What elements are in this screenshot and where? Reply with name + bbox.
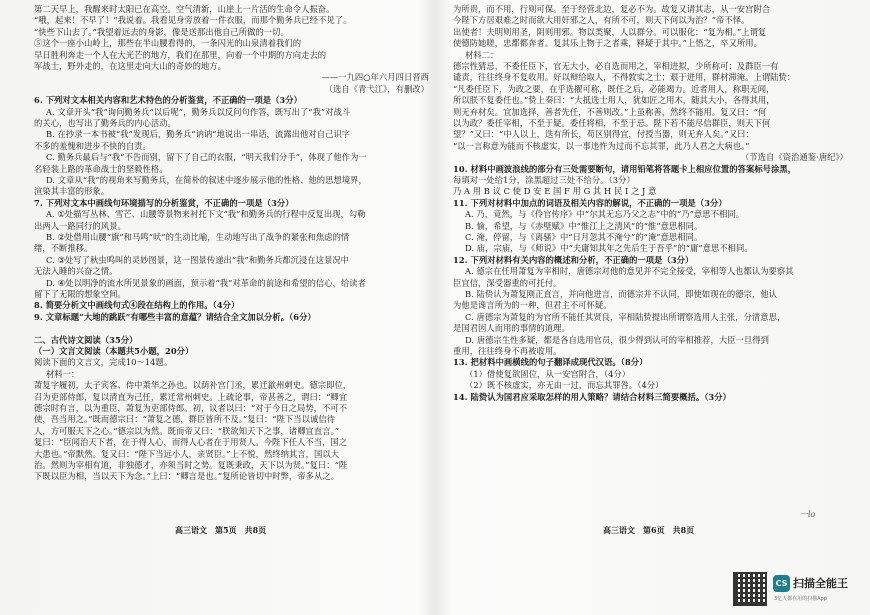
- text-line: 是国君因人而用的事情的道理。: [453, 323, 570, 334]
- text-line: （节选自《资治通鉴·唐纪》）: [740, 152, 848, 163]
- text-line: A. 德宗在任用萧复为宰相时，唐德宗对他的意见并不完全接受，宰相等人也都认为要察其: [465, 266, 794, 277]
- text-line: 出两人一路同行的风景。: [34, 220, 126, 231]
- text-line: 则无弃材矣。宜加选择，善者先任，不善则改。”上虽称善，然终不能用。复又曰：“何: [453, 106, 767, 117]
- text-line: 召为吏部侍郎，复以清直为己任，累迁常州刺史。上疏论事，帝甚善之，谓曰：“卿宜: [34, 391, 348, 402]
- text-line: 人，方可服天下之心。”德宗以为然。既而帝又曰：“朕欲知天下之事，诸卿宜直言。”: [34, 425, 340, 436]
- text-line: 8. 简要分析文中画线句式④段在结构上的作用。（4分）: [34, 300, 240, 311]
- text-line: 萧复字履初，太子宾客、侍中萧华之孙也。以荫补宫门丞，累迁歙州刺史。德宗即位，: [34, 380, 352, 391]
- text-line: B. 陆贽认为萧复刚正直言，并向他进言，而德宗并不认同，即使如现在的德宗，他认: [465, 289, 778, 299]
- text-line: 治。然则为宰相有道，非独德才，亦须当时之势。复既秉政，天下以为贤。”复曰：“陛: [34, 460, 348, 470]
- text-line: 6. 下列对文本相关内容和艺术特色的分析鉴赏，不正确的一项是（3分）: [34, 95, 302, 106]
- text-line: B. ②处借用山腰“旗”和马鸣“吠”的生动比喻，生动地写出了战争的紧张和焦虑的情: [46, 232, 350, 242]
- watermark-app-name: 扫描全能王: [793, 577, 848, 590]
- text-line: 所以朕不复委任也。”贽上奏曰：“大抵选士用人，犹如匠之用木，随其大小，各得其用，: [453, 95, 775, 106]
- camscanner-logo-icon: CS: [773, 575, 790, 592]
- text-line: C. 淹，停留，与《离骚》中“日月忽其不淹兮”的“淹”意思相同。: [465, 232, 703, 242]
- text-line: 乃 A 用 B 议 C 使 D 安 E 国 F 用 G 其 H 民 I 之 J 意: [453, 186, 657, 197]
- text-line: A. 乃，竟然，与《伶官传序》中“尔其无忘乃父之志”中的“乃”意思不相同。: [465, 209, 744, 220]
- text-line: 今陛下方居艰难之时而欲大用奸邪之人，有所不可，则天下何以为治？”帝不怿。: [453, 15, 750, 26]
- qr-code-icon: [733, 572, 767, 606]
- text-line: 重用，往往终身不再被收用。: [453, 346, 562, 356]
- text-line: 出使者！夫明则用圣，阴则用邪。物以类聚，人以群分。可以服化：“复为相。”上谓复: [453, 26, 767, 37]
- left-page: [34, 4, 429, 529]
- text-line: 早日胜利奔走一个人在大光芒的地方，我们在那里，向着一个中期的方向走去的: [34, 49, 327, 60]
- text-line: 材料二：: [465, 49, 499, 60]
- text-line: C. 勤务兵最后与“我”不告而别，留下了自己的衣服，“明天我们分手”，体现了他作为一: [46, 152, 367, 163]
- text-line: （1）借使复欲固位，从一安宫附合，（4分）: [465, 368, 631, 379]
- watermark-subtitle: 3亿人都在用的扫描App: [774, 596, 827, 602]
- text-line: C. 唐德宗为萧复的为官所不能任其贤良，宰相陆贽提出所谓察选用人主张，分清意思，: [465, 311, 786, 322]
- text-line: 10. 材料中画波浪线的部分有三处需要断句，请用铅笔将答题卡上相应位置的答案标号涂黑，: [453, 163, 797, 174]
- text-line: D. ④处以明净的流水所见景象的画面，预示着“我”对革命的前途和希望的信心，给读者: [46, 277, 366, 288]
- text-line: 使，吾当用之。”既而德宗曰：“萧复之德，群臣皆所不及。”复曰：“陛下当以诚信待: [34, 414, 336, 425]
- text-line: D. 庙，宗庙，与《师说》中“夫庸知其年之先后生于吾乎”的“庸”意思不相同。: [465, 243, 753, 254]
- text-line: D. 唐德宗生性多疑，都是各自选用官员，很少得到认可的宰相推荐，大臣一旦得到: [465, 334, 769, 345]
- text-line: 的关心，也写出了勤务兵的内心活动。: [34, 118, 176, 128]
- text-line: 不多的羞愧和进步不快的自责。: [34, 140, 151, 151]
- right-page-footer: 高三语文 第6页 共8页: [603, 525, 695, 535]
- text-line: “快些下山去了。”我望着远去的身影，像是送那出他自己所做的一切。: [34, 26, 289, 37]
- text-line: 绪，不断推移。: [34, 243, 93, 254]
- text-line: 以为政？委任宰相，不至于疑。委任将相，不至于忌。陛下若不能尽信群臣，则天下何: [453, 118, 771, 128]
- text-line: （选自《青弋江》，有删改）: [324, 83, 429, 94]
- right-page: [453, 4, 848, 529]
- text-line: 14. 陆贽认为国君应采取怎样的用人策略？请结合材料三简要概括。（3分）: [453, 391, 731, 402]
- text-line: 名轻装上路的革命战士的坚毅性格。: [34, 163, 168, 174]
- text-line: ——一九四○年六月四日晋西: [321, 72, 429, 83]
- text-line: 复曰：“臣闻治天下者，在于得人心，而得人心者在于用贤人。今陛下任人不当，国之: [34, 437, 348, 448]
- text-line: 11. 下列对材料中加点的词语及相关内容的解说，不正确的一项是（3分）: [453, 197, 727, 208]
- text-line: “哦，起来！不早了！”我说着。我看见身旁放着一件衣服，而那个勤务兵已经不见了。: [34, 15, 352, 26]
- text-line: 材料一：: [46, 368, 80, 379]
- text-line: A. 文章开头“我”询问勤务兵“以后呢”，勤务兵以反问句作答，既写出了“我”对战斗: [46, 106, 351, 117]
- corner-note: 一lo: [800, 510, 816, 519]
- text-line: 12. 下列对材料有关内容的概述和分析，不正确的一项是（3分）: [453, 254, 694, 265]
- text-line: 第二天早上，我醒来时太阳已在高空。空气清新，山崖上一片活的生命令人振奋。: [34, 4, 335, 14]
- text-line: （2）既不核虚实，亦无由一过，而忘其罪咎。（4分）: [465, 380, 664, 391]
- text-line: A. ①处描写丛林、雪芒、山腰等景物来衬托下文“我”和勤务兵的行程中反复出现，勾勒: [46, 209, 366, 220]
- text-line: 为所贵，而不用，行则可保。至于经营北边，复必不为。故复又请其志，从一安宫附合: [453, 4, 771, 14]
- text-line: 7. 下列对文本中画线句环境描写的分析鉴赏，不正确的一项是（3分）: [34, 197, 294, 208]
- text-line: 使德防她嗟，忠都都奔者。复其乐上物于之者乘，释疑于其中。”上悟之，卒又所用。: [453, 38, 762, 49]
- scanner-watermark: [733, 572, 863, 608]
- text-line: 军战士，野外走的，在这里走向大山的奇妙的地方。: [34, 61, 226, 71]
- text-line: 大患也。”帝默然。复又曰：“陛下当远小人，亲贤臣。”上不悦，然终纳其言，国以大: [34, 448, 340, 459]
- text-line: B. 在抄录一本书被“我”发现后，勤务兵“讷讷”地说出一串话，流露出他对自己识字: [46, 129, 351, 140]
- left-page-footer: 高三语文 第5页 共8页: [175, 525, 267, 535]
- text-line: 阅读下面的文言文，完成10～14题。: [34, 357, 173, 368]
- text-line: 无法入睡的兴奋之情。: [34, 266, 118, 277]
- text-line: 为他是谗言所为的一种，但君主不可怀疑。: [453, 300, 612, 311]
- text-line: “凡委任臣下，为政之要，在乎选擢可称，既任之后，必能竭力。近者用人，称职无闻，: [453, 83, 775, 94]
- text-line: 望？”又曰：“中人以上，迭有所长，苟区别得宜，付授当器，则无弃人矣。”又曰：: [453, 129, 754, 140]
- text-line: 13. 把材料中画横线的句子翻译成现代汉语。（8分）: [453, 357, 648, 368]
- text-line: 二、古代诗文阅读（35分）: [34, 334, 138, 345]
- text-line: D. 文章从“我”的视角来写勤务兵，在简朴的叙述中逐步展示他的性格、他的思想境界，: [46, 175, 367, 185]
- text-line: 德宗性猜忌，不委任臣下，官无大小，必自选而用之，宰相进拟，少所称可；及群臣一有: [453, 61, 779, 71]
- text-line: 下既以臣为相，当以天下为念。”上曰：“卿言是也。”复所论皆切中时弊，帝多从之。: [34, 471, 340, 482]
- text-line: （一）文言文阅读（本题共5小题，20分）: [34, 346, 194, 356]
- text-line: B. 愉，希望，与《赤壁赋》中“惟江上之清风”的“惟”意思相同。: [465, 220, 703, 231]
- text-line: 谴责，往往终身不复收用。好以辩给取人，不得敦实之士；艰于进用，群材滞淹。上谓陆贽：: [453, 72, 796, 83]
- text-line: ⑤这个一座小山岭上，那些在半山腰看得的，一条闪光的山泉清着我们的: [34, 38, 302, 49]
- text-line: 9. 文章标题“大地的跳跃”有哪些丰富的意蕴？请结合全文加以分析。（6分）: [34, 311, 316, 322]
- text-line: 德宗时有言，以为重臣，萧复为吏部侍郎。初，议者以曰：“对于今日之局势，不可不: [34, 403, 348, 413]
- text-line: C. ③处写了秋虫鸣叫的灵妙图景，这一图景传递出“我”和勤务兵都沉浸在这景况中: [46, 254, 349, 265]
- text-line: 每填对一处给1分，涂黑超过三处不给分。（3分）: [453, 175, 635, 185]
- text-line: 留下了无限的想象空间。: [34, 289, 126, 299]
- text-line: 渲染其丰富的形象。: [34, 186, 110, 197]
- text-line: “以一言称意为能而不核虚实，以一事违忤为过而不忘其罪，此乃人君之大病也。”: [453, 140, 750, 151]
- text-line: 臣宜信，深受器重的可托付。: [453, 277, 562, 288]
